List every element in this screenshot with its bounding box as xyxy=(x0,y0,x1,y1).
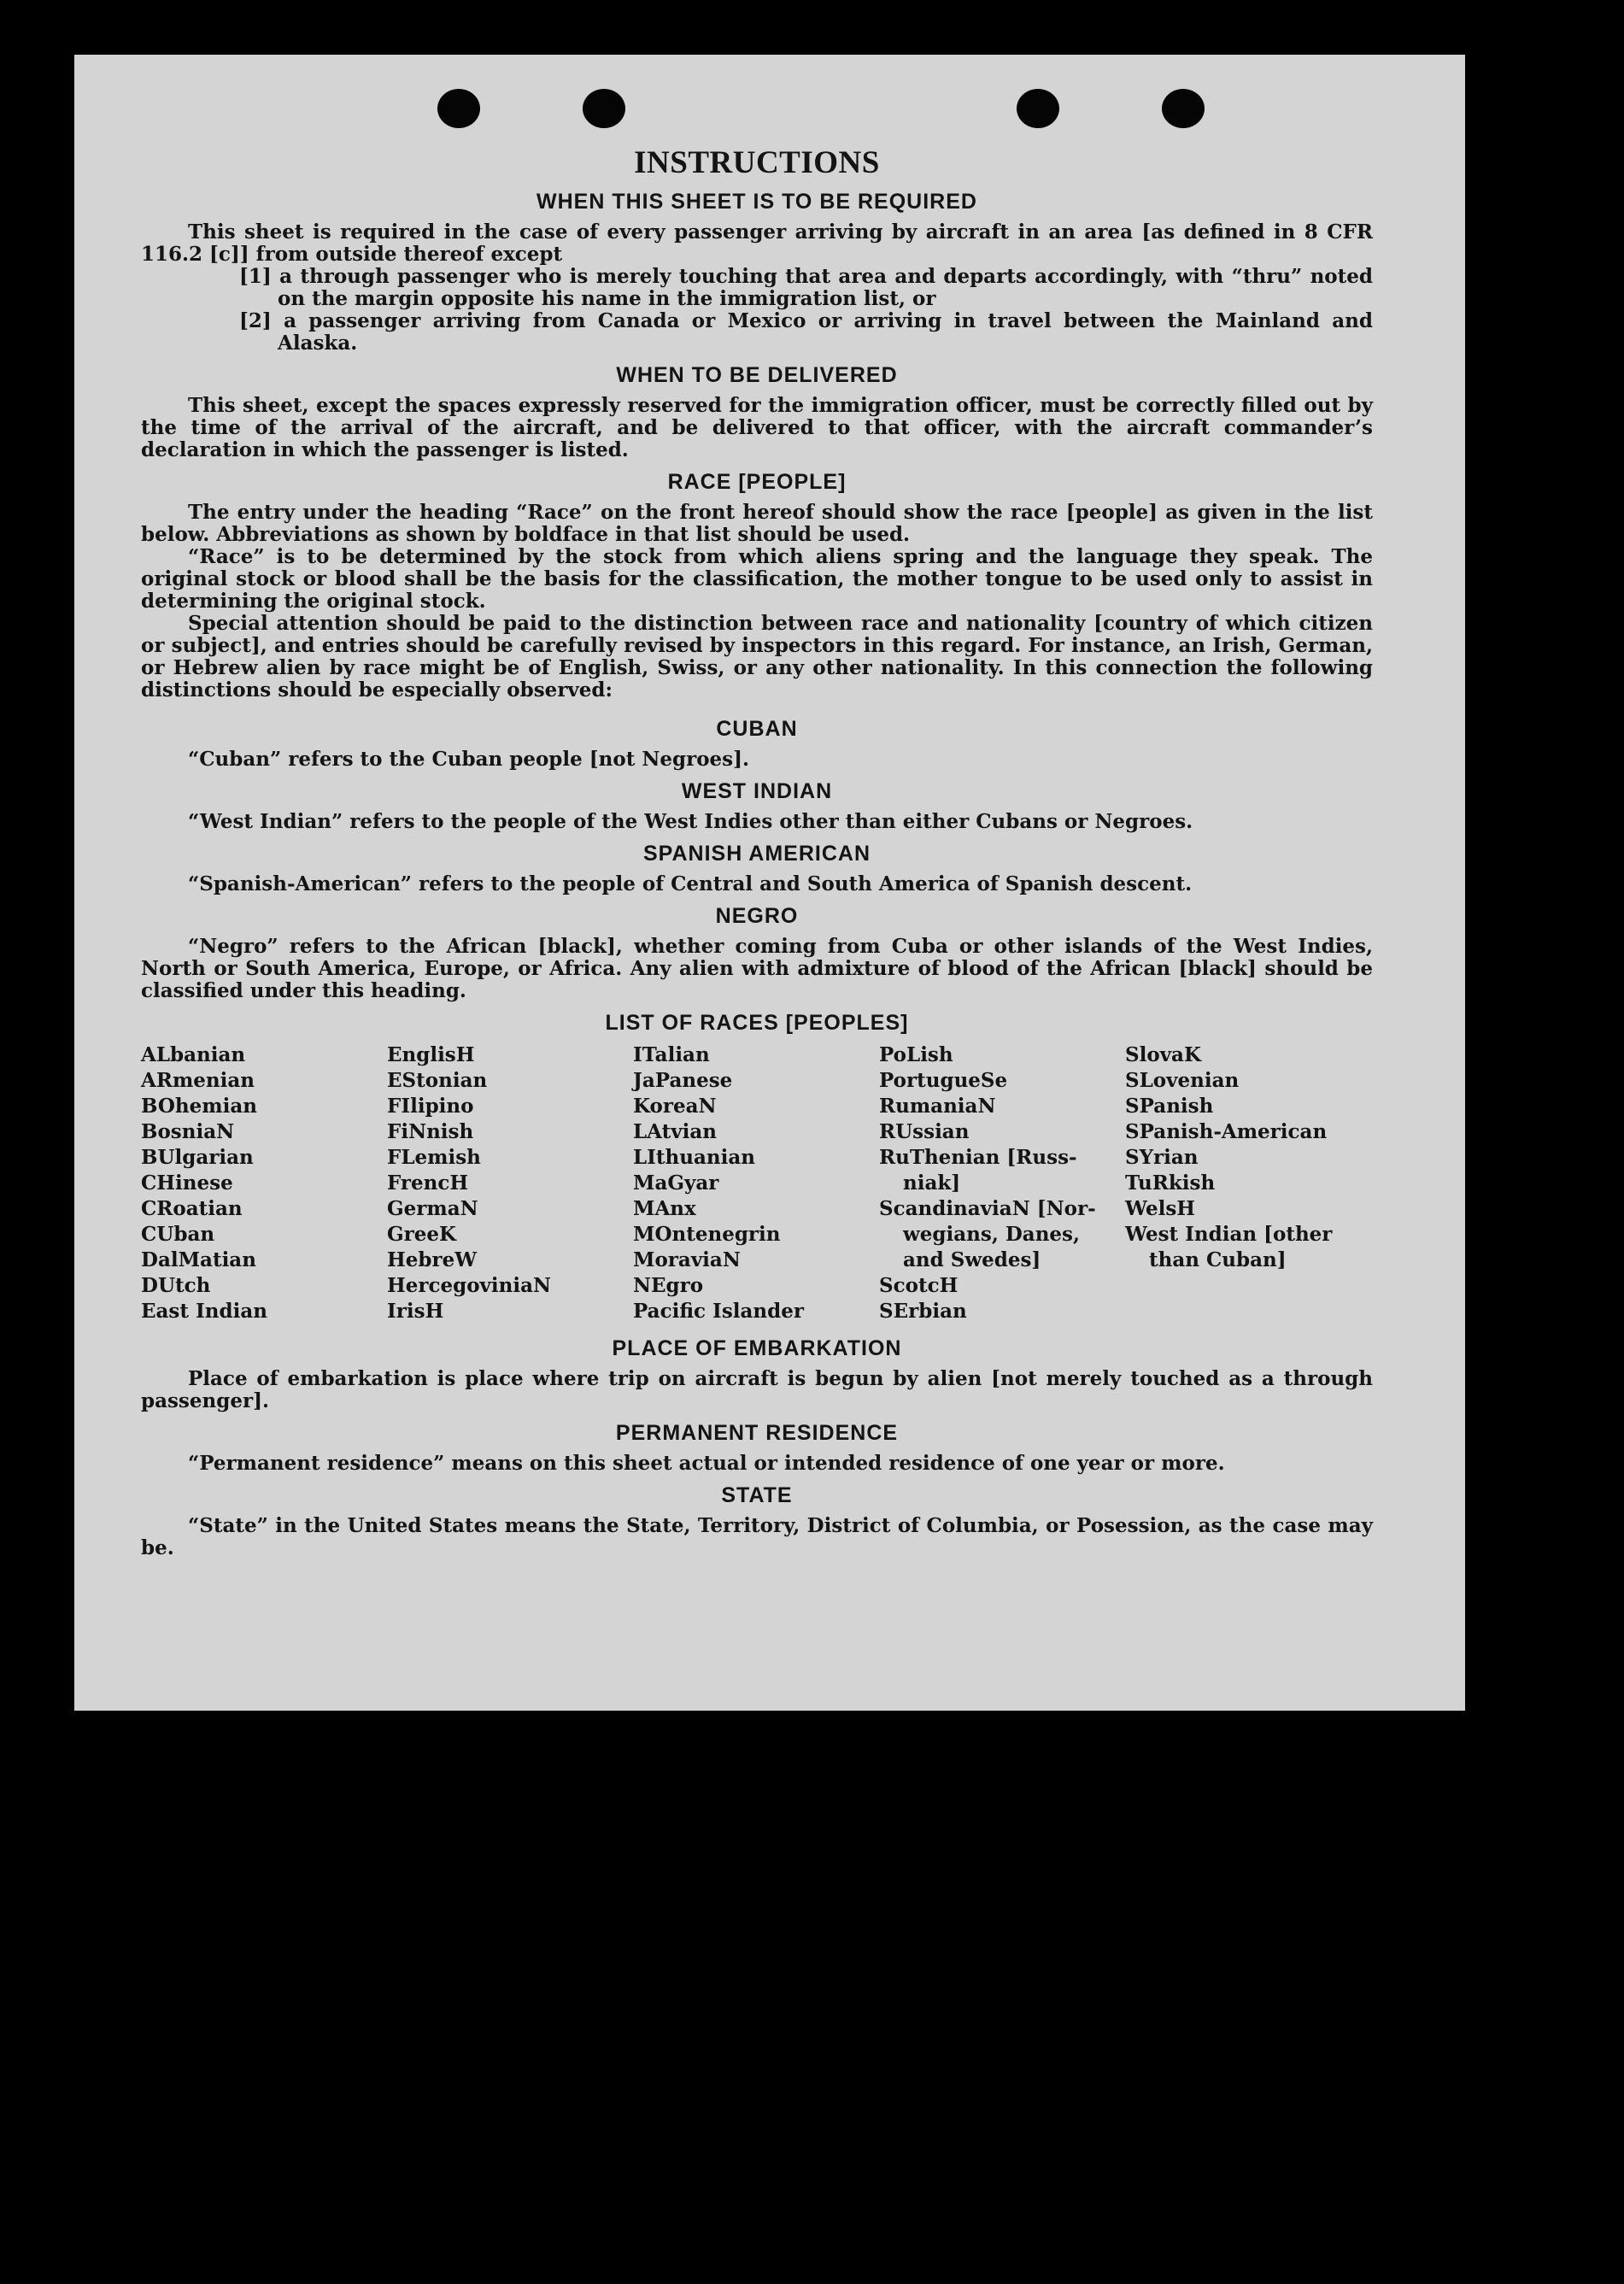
race-column xyxy=(879,1042,1125,1324)
section-heading: WHEN TO BE DELIVERED xyxy=(616,363,898,387)
race-entry: LAtvian xyxy=(633,1120,717,1143)
punch-hole xyxy=(583,89,625,128)
race-entry: RUssian xyxy=(879,1120,970,1143)
race-entry: IrisH xyxy=(387,1300,444,1323)
document-sheet xyxy=(74,55,1465,1711)
race-entry: ScotcH xyxy=(879,1274,959,1297)
paragraph: “Negro” refers to the African [black], whether coming from Cuba or other islands of the West Indies, North or South America, Europe, or Africa. Any alien with admixture of blood of the African [black] should be classified under this heading. xyxy=(141,935,1373,1002)
race-entry: FLemish xyxy=(387,1146,481,1169)
race-entry: RuThenian [Russ- xyxy=(879,1146,1077,1169)
race-entry: PortugueSe xyxy=(879,1069,1008,1092)
section-heading: NEGRO xyxy=(715,904,799,928)
race-entry: PoLish xyxy=(879,1043,953,1066)
race-column xyxy=(1125,1042,1373,1324)
paragraph: The entry under the heading “Race” on the front hereof should show the race [people] as given in the list below. Abbreviations as shown by boldface in that list should be used. xyxy=(141,501,1373,546)
race-entry: EStonian xyxy=(387,1069,488,1092)
section-heading: STATE xyxy=(721,1483,793,1507)
race-entry: LIthuanian xyxy=(633,1146,755,1169)
race-entry: BosniaN xyxy=(141,1120,235,1143)
race-entry: ARmenian xyxy=(141,1069,255,1092)
race-entry: ScandinaviaN [Nor- xyxy=(879,1197,1096,1220)
punch-hole xyxy=(1017,89,1059,128)
race-entry: SErbian xyxy=(879,1300,967,1323)
race-entry: SPanish xyxy=(1125,1095,1214,1118)
race-entry: FiNnish xyxy=(387,1120,474,1143)
race-entry: HercegoviniaN xyxy=(387,1274,552,1297)
paragraph: “Spanish-American” refers to the people of Central and South America of Spanish descent. xyxy=(188,872,1193,895)
instructions-content xyxy=(141,144,1373,1559)
race-entry: SPanish-American xyxy=(1125,1120,1328,1143)
race-entry: MaGyar xyxy=(633,1171,719,1195)
race-entry: and Swedes] xyxy=(903,1248,1041,1271)
race-entry: MAnx xyxy=(633,1197,696,1220)
race-entry: wegians, Danes, xyxy=(903,1223,1080,1246)
race-column xyxy=(387,1042,633,1324)
paragraph: This sheet, except the spaces expressly reserved for the immigration officer, must be correctly filled out by the time of the arrival of the aircraft, and be delivered to that officer, with the aircraft commander’s declaration in which the passenger is listed. xyxy=(141,394,1373,461)
race-entry: DalMatian xyxy=(141,1248,256,1271)
race-entry: WelsH xyxy=(1125,1197,1196,1220)
race-entry: SYrian xyxy=(1125,1146,1199,1169)
race-entry: BUlgarian xyxy=(141,1146,254,1169)
list-item: [1] a through passenger who is merely touching that area and departs accordingly, with “thru” noted on the margin opposite his name in the immigration list, or xyxy=(239,265,1373,310)
race-entry: GermaN xyxy=(387,1197,478,1220)
section-heading: PLACE OF EMBARKATION xyxy=(612,1336,902,1360)
race-entry: GreeK xyxy=(387,1223,457,1246)
section-heading: WEST INDIAN xyxy=(681,779,833,803)
page-title: INSTRUCTIONS xyxy=(634,145,880,180)
race-entry: niak] xyxy=(903,1171,961,1195)
section-heading: CUBAN xyxy=(716,717,798,741)
race-entry: Pacific Islander xyxy=(633,1300,804,1323)
race-list xyxy=(141,1042,1373,1324)
race-entry: East Indian xyxy=(141,1300,267,1323)
race-column xyxy=(141,1042,387,1324)
race-entry: NEgro xyxy=(633,1274,704,1297)
race-entry: than Cuban] xyxy=(1149,1248,1287,1271)
punch-hole xyxy=(437,89,480,128)
paragraph: “Permanent residence” means on this sheet actual or intended residence of one year or more. xyxy=(188,1452,1225,1475)
section-heading: PERMANENT RESIDENCE xyxy=(615,1421,899,1445)
race-entry: West Indian [other xyxy=(1125,1223,1333,1246)
race-entry: MOntenegrin xyxy=(633,1223,781,1246)
race-entry: BOhemian xyxy=(141,1095,257,1118)
race-entry: SLovenian xyxy=(1125,1069,1240,1092)
race-entry: EnglisH xyxy=(387,1043,475,1066)
race-entry: DUtch xyxy=(141,1274,211,1297)
race-entry: FIlipino xyxy=(387,1095,474,1118)
punch-hole xyxy=(1162,89,1205,128)
race-entry: FrencH xyxy=(387,1171,469,1195)
race-entry: JaPanese xyxy=(633,1069,733,1092)
race-entry: RumaniaN xyxy=(879,1095,996,1118)
race-entry: SlovaK xyxy=(1125,1043,1201,1066)
race-entry: CUban xyxy=(141,1223,215,1246)
race-entry: TuRkish xyxy=(1125,1171,1216,1195)
paragraph: This sheet is required in the case of every passenger arriving by aircraft in an area [as defined in 8 CFR 116.2 [c]] from outside thereof except xyxy=(141,220,1373,266)
list-item: [2] a passenger arriving from Canada or Mexico or arriving in travel between the Mainland and Alaska. xyxy=(239,309,1373,355)
race-entry: KoreaN xyxy=(633,1095,717,1118)
race-column xyxy=(633,1042,879,1324)
section-heading: WHEN THIS SHEET IS TO BE REQUIRED xyxy=(536,190,977,214)
section-heading: LIST OF RACES [PEOPLES] xyxy=(605,1011,909,1035)
paragraph: “State” in the United States means the State, Territory, District of Columbia, or Posession, as the case may be. xyxy=(141,1514,1373,1559)
race-entry: CRoatian xyxy=(141,1197,243,1220)
paragraph: “Cuban” refers to the Cuban people [not Negroes]. xyxy=(188,748,750,771)
paragraph: “Race” is to be determined by the stock from which aliens spring and the language they speak. The original stock or blood shall be the basis for the classification, the mother tongue to be used only to assist in determining the original stock. xyxy=(141,545,1373,613)
section-heading: RACE [PEOPLE] xyxy=(667,470,847,494)
race-entry: CHinese xyxy=(141,1171,233,1195)
section-heading: SPANISH AMERICAN xyxy=(642,842,871,866)
race-entry: HebreW xyxy=(387,1248,478,1271)
race-entry: ALbanian xyxy=(141,1043,246,1066)
paragraph: Special attention should be paid to the distinction between race and nationality [country of which citizen or subject], and entries should be carefully revised by inspectors in this regard. For instance, an Irish, German, or Hebrew alien by race might be of English, Swiss, or any other nationality. In this connection the following distinctions should be especially observed: xyxy=(141,612,1373,702)
paragraph: Place of embarkation is place where trip on aircraft is begun by alien [not merely touched as a through passenger]. xyxy=(141,1367,1373,1412)
race-entry: MoraviaN xyxy=(633,1248,741,1271)
race-entry: ITalian xyxy=(633,1043,710,1066)
paragraph: “West Indian” refers to the people of the West Indies other than either Cubans or Negroes. xyxy=(188,810,1193,833)
